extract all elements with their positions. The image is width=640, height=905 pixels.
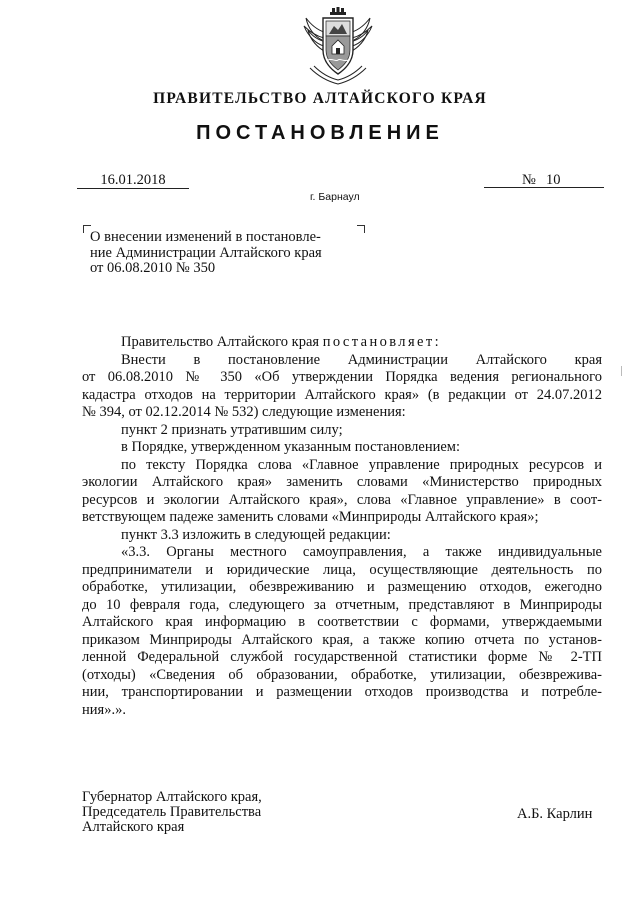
body-line: ленной Федеральной службой государственной статистики форме № 2-ТП (82, 649, 602, 665)
subject-block (90, 230, 360, 277)
body-line: пункт 3.3 изложить в следующей редакции: (121, 526, 391, 543)
subject-line: от 06.08.2010 № 350 (90, 260, 216, 276)
number-sign: № (522, 172, 536, 188)
body-line: от 06.08.2010 № 350 «Об утверждении Порядка ведения регионального (82, 369, 602, 385)
city: г. Барнаул (310, 191, 360, 203)
number-underline (484, 187, 604, 188)
body-line: по тексту Порядка слова «Главное управление природных ресурсов и (121, 456, 602, 473)
margin-mark (621, 366, 622, 376)
body-line: ветствующем падеже заменить словами «Минприроды Алтайского края»; (82, 509, 539, 525)
signatory-name: А.Б. Карлин (517, 806, 593, 822)
signatory-position (82, 790, 262, 835)
coat-of-arms-icon (296, 6, 380, 86)
body-line: (отходы) «Сведения об образовании, обработке, утилизации, обезврежива- (82, 666, 602, 683)
subject-line: ние Администрации Алтайского края (90, 244, 322, 261)
body-line: «3.3. Органы местного самоуправления, а также индивидуальные (121, 544, 602, 560)
body-line: № 394, от 02.12.2014 № 532) следующие изменения: (82, 404, 406, 420)
government-name: ПРАВИТЕЛЬСТВО АЛТАЙСКОГО КРАЯ (153, 90, 487, 107)
intro-decrees: постановляет: (322, 334, 442, 350)
body-line: ния».». (82, 701, 126, 718)
signatory-position-line: Председатель Правительства (82, 804, 262, 820)
intro-text: Правительство Алтайского края (121, 334, 323, 350)
subject-line: О внесении изменений в постановле- (90, 229, 321, 245)
document-type: ПОСТАНОВЛЕНИЕ (196, 122, 444, 144)
body-line: кадастра отходов на территории Алтайского края» (в редакции от 24.07.2012 (82, 386, 602, 403)
signatory-position-line: Губернатор Алтайского края, (82, 789, 262, 805)
document-number: 10 (546, 172, 561, 188)
body-line: обработке, утилизации, обезвреживанию и размещению отходов, ежегодно (82, 579, 602, 595)
body-line: Алтайского края информацию в соответствии с формами, утверждаемыми (82, 614, 602, 630)
body-line: нии, транспортировании и размещении отходов производства и потребле- (82, 684, 602, 700)
body-line: ресурсов и экологии Алтайского края», слова «Главное управление» в соот- (82, 491, 602, 508)
body-line: Внести в постановление Администрации Алтайского края (121, 351, 602, 368)
body-line: пункт 2 признать утратившим силу; (121, 421, 343, 438)
body-line: экологии Алтайского края» заменить словами «Министерство природных (82, 474, 602, 490)
document-body (82, 334, 602, 719)
body-line: в Порядке, утвержденном указанным постановлением: (121, 439, 461, 455)
body-intro (82, 334, 602, 352)
body-line: приказом Минприроды Алтайского края, а также копию отчета по установ- (82, 631, 602, 648)
signatory-position-line: Алтайского края (82, 819, 185, 835)
document-date: 16.01.2018 (77, 172, 189, 189)
body-line: предприниматели и юридические лица, осуществляющие деятельность по (82, 561, 602, 578)
body-line: до 10 февраля года, следующего за отчетным, представляют в Минприроды (82, 596, 602, 613)
